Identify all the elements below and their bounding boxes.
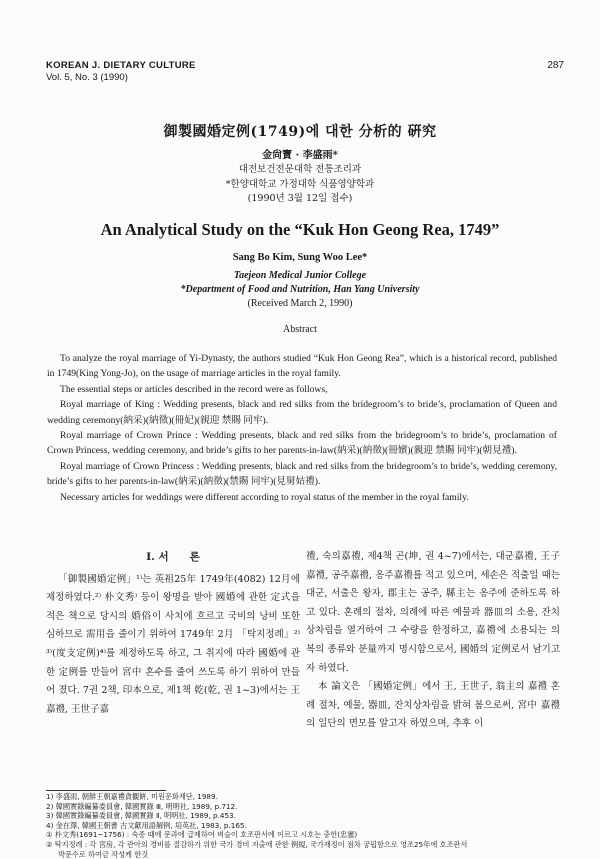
abstract-paragraph: Royal marriage of King : Wedding presents, black and red silks from the bridegroom’s to bride’s, proclamation of Queen and wedding ceremony(納采)(納徵)(冊妃)(親迎 禁賜 同牢).: [47, 399, 557, 426]
korean-authors: 金尙寶 · 李盛雨*: [262, 150, 338, 161]
abstract-paragraph: Royal marriage of Crown Princess : Wedding presents, black and red silks from the bridegroom’s to bride’s, wedding ceremony, bride’s gifts to her parents-in-law(納采)(納徵)(禁賜 同牢)(見舅姑禮).: [47, 460, 557, 488]
page-number: 287: [547, 60, 564, 71]
body-column-left: [46, 548, 300, 719]
abstract-paragraph: To analyze the royal marriage of Yi-Dynasty, the authors studied “Kuk Hon Geong Rea”, which is a historical record, published in 1749(King Yong-Jo), on the usage of marriage articles in the royal family.: [47, 353, 557, 380]
footnote: 1) 李盛雨, 朝鮮王朝嘉禮貪觀餠, 미원문화재단, 1989.: [46, 792, 218, 801]
body-column-right: [306, 548, 560, 734]
english-title: An Analytical Study on the “Kuk Hon Geong Rea, 1749”: [100, 220, 500, 239]
abstract-body: [47, 351, 557, 505]
footnote: ① 朴文秀(1691~1756) : 숙종 때에 문과에 급제하여 벼슬이 호조판서에 이르고 시호는 충헌(忠憲): [46, 830, 358, 840]
footnotes: [46, 792, 558, 859]
footnote: 2) 韓國實錄編纂委員會, 韓國實錄 Ⅲ, 明明社, 1989, p.712.: [46, 801, 238, 811]
abstract-heading: Abstract: [283, 324, 317, 335]
footnote-divider: [46, 790, 166, 791]
abstract-paragraph: The essential steps or articles described in the record were as follows,: [60, 383, 328, 395]
korean-title: 御製國婚定例(1749)에 대한 分析的 硏究: [163, 124, 437, 140]
body-paragraph: 本 論文은 「國婚定例」에서 王, 王世子, 翁主의 嘉禮 혼례 절차, 예물, 器皿, 잔치상차림을 밝혀 봄으로써, 宮中 嘉禮의 일단의 면모를 알고자 하였으며, 추후 이: [306, 681, 560, 730]
body-paragraph: 「御製國婚定例」¹⁾는 英祖25年 1749年(4082) 12月에 제정하였다.²⁾ 朴文秀⁾ 등이 왕명을 받아 國婚에 관한 定式을 적은 책으로 당시의 婚俗이 사치에 흐르고 국비의 낭비 또한 심하므로 需用을 줄이기 위하여 1749年 2月 「탁지정례」²⁾³⁾(度支定例)⁴⁾를 제정하도록 하고, 그 취지에 따라 國婚에 관한 定例를 만들어 宮中 혼수를 줄여 쓰도록 하기 위하여 만들어 졌다. 7권 2책, 印本으로, 제1책 乾(乾, 권 1~3)에서는 王嘉禮, 王世子嘉: [46, 573, 300, 715]
korean-received-date: (1990년 3월 12일 접수): [247, 193, 353, 204]
body-paragraph: 禮, 숙의嘉禮, 제4책 곤(坤, 권 4~7)에서는, 대군嘉禮, 王子嘉禮, 공주嘉禮, 옹주嘉禮를 적고 있으며, 세손은 적출일 때는 대군, 서출은 왕자, 郡主는 공주, 縣主는 옹주에 준하도록 하고 있다. 혼례의 절차, 의례에 따른 예물과 器皿의 소용, 잔치상차림을 열거하여 그 수량을 한정하고, 嘉禮에 소용되는 의복의 종류와 분量까지 명시함으로서, 國婚의 定例로서 남기고자 하였다.: [306, 551, 560, 674]
journal-volume: Vol. 5, No. 3 (1990): [46, 72, 128, 83]
abstract-paragraph: Necessary articles for weddings were different according to royal status of the member in the royal family.: [60, 491, 469, 503]
footnote: 4) 金在澤, 韓國王朝書 古文獻用語解例, 培英社, 1983, p.165.: [46, 820, 247, 830]
korean-affiliation-2: *한양대학교 가정대학 식품영양학과: [225, 178, 375, 190]
korean-affiliations: [0, 163, 600, 207]
section-heading: I. 서 론: [146, 551, 200, 563]
abstract-paragraph: Royal marriage of Crown Prince : Wedding presents, black and red silks from the bridegroom’s to bride’s, proclamation of Crown Princess, wedding ceremony, and bride’s gifts to her parents-in-law(納采)(納徵)(冊嬪)(親迎 禁賜 同牢)(朝見禮).: [47, 430, 557, 457]
footnote: 박문수로 하여금 작성케 한것: [58, 849, 149, 859]
english-authors: Sang Bo Kim, Sung Woo Lee*: [232, 252, 368, 263]
korean-affiliation-1: 대전보건전문대학 전통조리과: [238, 164, 362, 175]
english-affiliation-2: *Department of Food and Nutrition, Han Yang University: [180, 284, 420, 295]
english-affiliation-1: Taejeon Medical Junior College: [233, 270, 367, 281]
footnote: 3) 韓國實錄編纂委員會, 韓國實錄 Ⅱ, 明明社, 1989, p.453.: [46, 811, 236, 821]
english-affiliations: [0, 269, 600, 311]
english-received-date: (Received March 2, 1990): [247, 298, 353, 309]
journal-header: [46, 60, 196, 84]
journal-name: KOREAN J. DIETARY CULTURE: [46, 60, 196, 71]
footnote: ② 탁지정례 : 각 宮房, 각 관아의 경비를 절감하기 위한 국가 경비 지출에 관한 例規, 국가재정이 점차 궁핍함으로 영조25年에 호조판서: [46, 839, 468, 849]
